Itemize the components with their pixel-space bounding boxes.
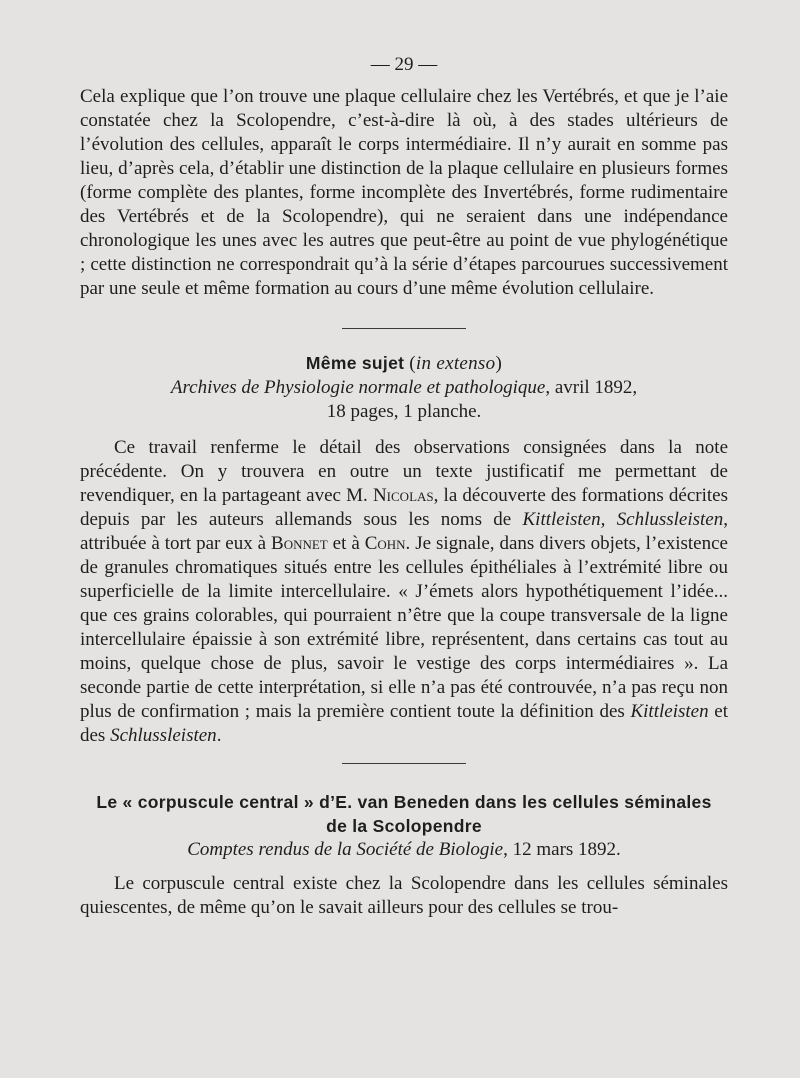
heading-paren-open: ( — [404, 353, 416, 374]
author-name-cohn: Cohn — [364, 533, 406, 554]
term-kittleisten: Kittleisten — [630, 701, 709, 722]
text-run: et à — [327, 533, 365, 554]
citation-pages: 18 pages, 1 planche. — [326, 401, 482, 422]
text-run: , attribuée à tort par eux à — [80, 509, 728, 554]
heading-in-extenso: in extenso — [415, 353, 496, 374]
citation-date: , avril 1892, — [545, 377, 638, 398]
paragraph-corpuscule: Le corpuscule central existe chez la Scolopendre dans les cellules séminales quiescentes, de même qu’on le savait ailleurs pour des cellules se trou- — [80, 873, 728, 918]
citation-journal: Comptes rendus de la Société de Biologie — [187, 839, 504, 860]
term-kittleisten-schlussleisten: Kittleisten, Schlussleisten — [522, 509, 724, 530]
citation-journal: Archives de Physiologie normale et pathologique — [170, 377, 546, 398]
term-schlussleisten: Schlussleisten — [110, 725, 217, 746]
text-run: . Je signale, dans divers objets, l’existence de granules chromatiques situés entre les cellules épithéliales à l’extrémité libre ou superficielle de la limite intercellulaire. « J’émets alors hypothétiquement l’idée... que ces grains colorables, qui pourraient n’être que la coupe transversale de la ligne intercellulaire épaissie à son extrémité libre, représentent, dans certains cas tout au moins, quelque chose de plus, savoir le vestige des corps intermédiaires ». La seconde partie de cette interprétation, si elle n’a pas été controuvée, n’a pas reçu non plus de confirmation ; mais la première contient toute la définition des — [80, 533, 728, 722]
heading-line-2: de la Scolopendre — [326, 816, 482, 836]
text-run: . — [216, 725, 222, 746]
citation-comptes-rendus — [80, 838, 728, 862]
heading-paren-close: ) — [495, 353, 503, 374]
author-name-bonnet: Bonnet — [271, 533, 328, 554]
text-run: et des — [80, 701, 728, 746]
heading-line-1: Le « corpuscule central » d’E. van Beneden dans les cellules séminales — [96, 792, 712, 812]
text-run: Ce travail renferme le détail des observations consignées dans la note précédente. On y trouvera en outre un texte justificatif me permettant de revendiquer, en la partageant avec M. — [80, 437, 728, 506]
author-name-nicolas: Nicolas — [372, 485, 434, 506]
section-divider — [342, 328, 466, 329]
citation-line-1 — [80, 376, 728, 400]
heading-title: Même sujet — [305, 353, 405, 373]
paragraph-travail — [80, 436, 728, 748]
section-heading-corpuscule-central — [80, 790, 728, 838]
paragraph-plaque-cellulaire: Cela explique que l’on trouve une plaque cellulaire chez les Vertébrés, et que je l’aie constatée chez la Scolopendre, c’est-à-dire là où, à des stades ultérieurs de l’évolution des cellules, apparaît le corps intermédiaire. Il n’y aurait en somme pas lieu, d’après cela, d’établir une distinction de la plaque cellulaire en plusieurs formes (forme complète des plantes, forme incomplète des Invertébrés, forme rudimentaire des Vertébrés et de la Scolopendre), qui ne seraient dans une indépendance chronologique les unes avec les autres que peut-être au point de vue phylogénétique ; cette distinction ne correspondrait qu’à la série d’étapes parcourues successivement par une seule et même formation au cours d’une même évolution cellulaire. — [80, 86, 728, 299]
text-run: , la découverte des formations décrites depuis par les auteurs allemands sous les noms de — [80, 485, 728, 530]
page-number: — 29 — — [370, 54, 438, 75]
section-divider — [342, 763, 466, 764]
page — [80, 54, 728, 920]
citation-archives — [80, 376, 728, 424]
section-heading-meme-sujet — [80, 351, 728, 376]
citation-date: , 12 mars 1892. — [503, 839, 621, 860]
